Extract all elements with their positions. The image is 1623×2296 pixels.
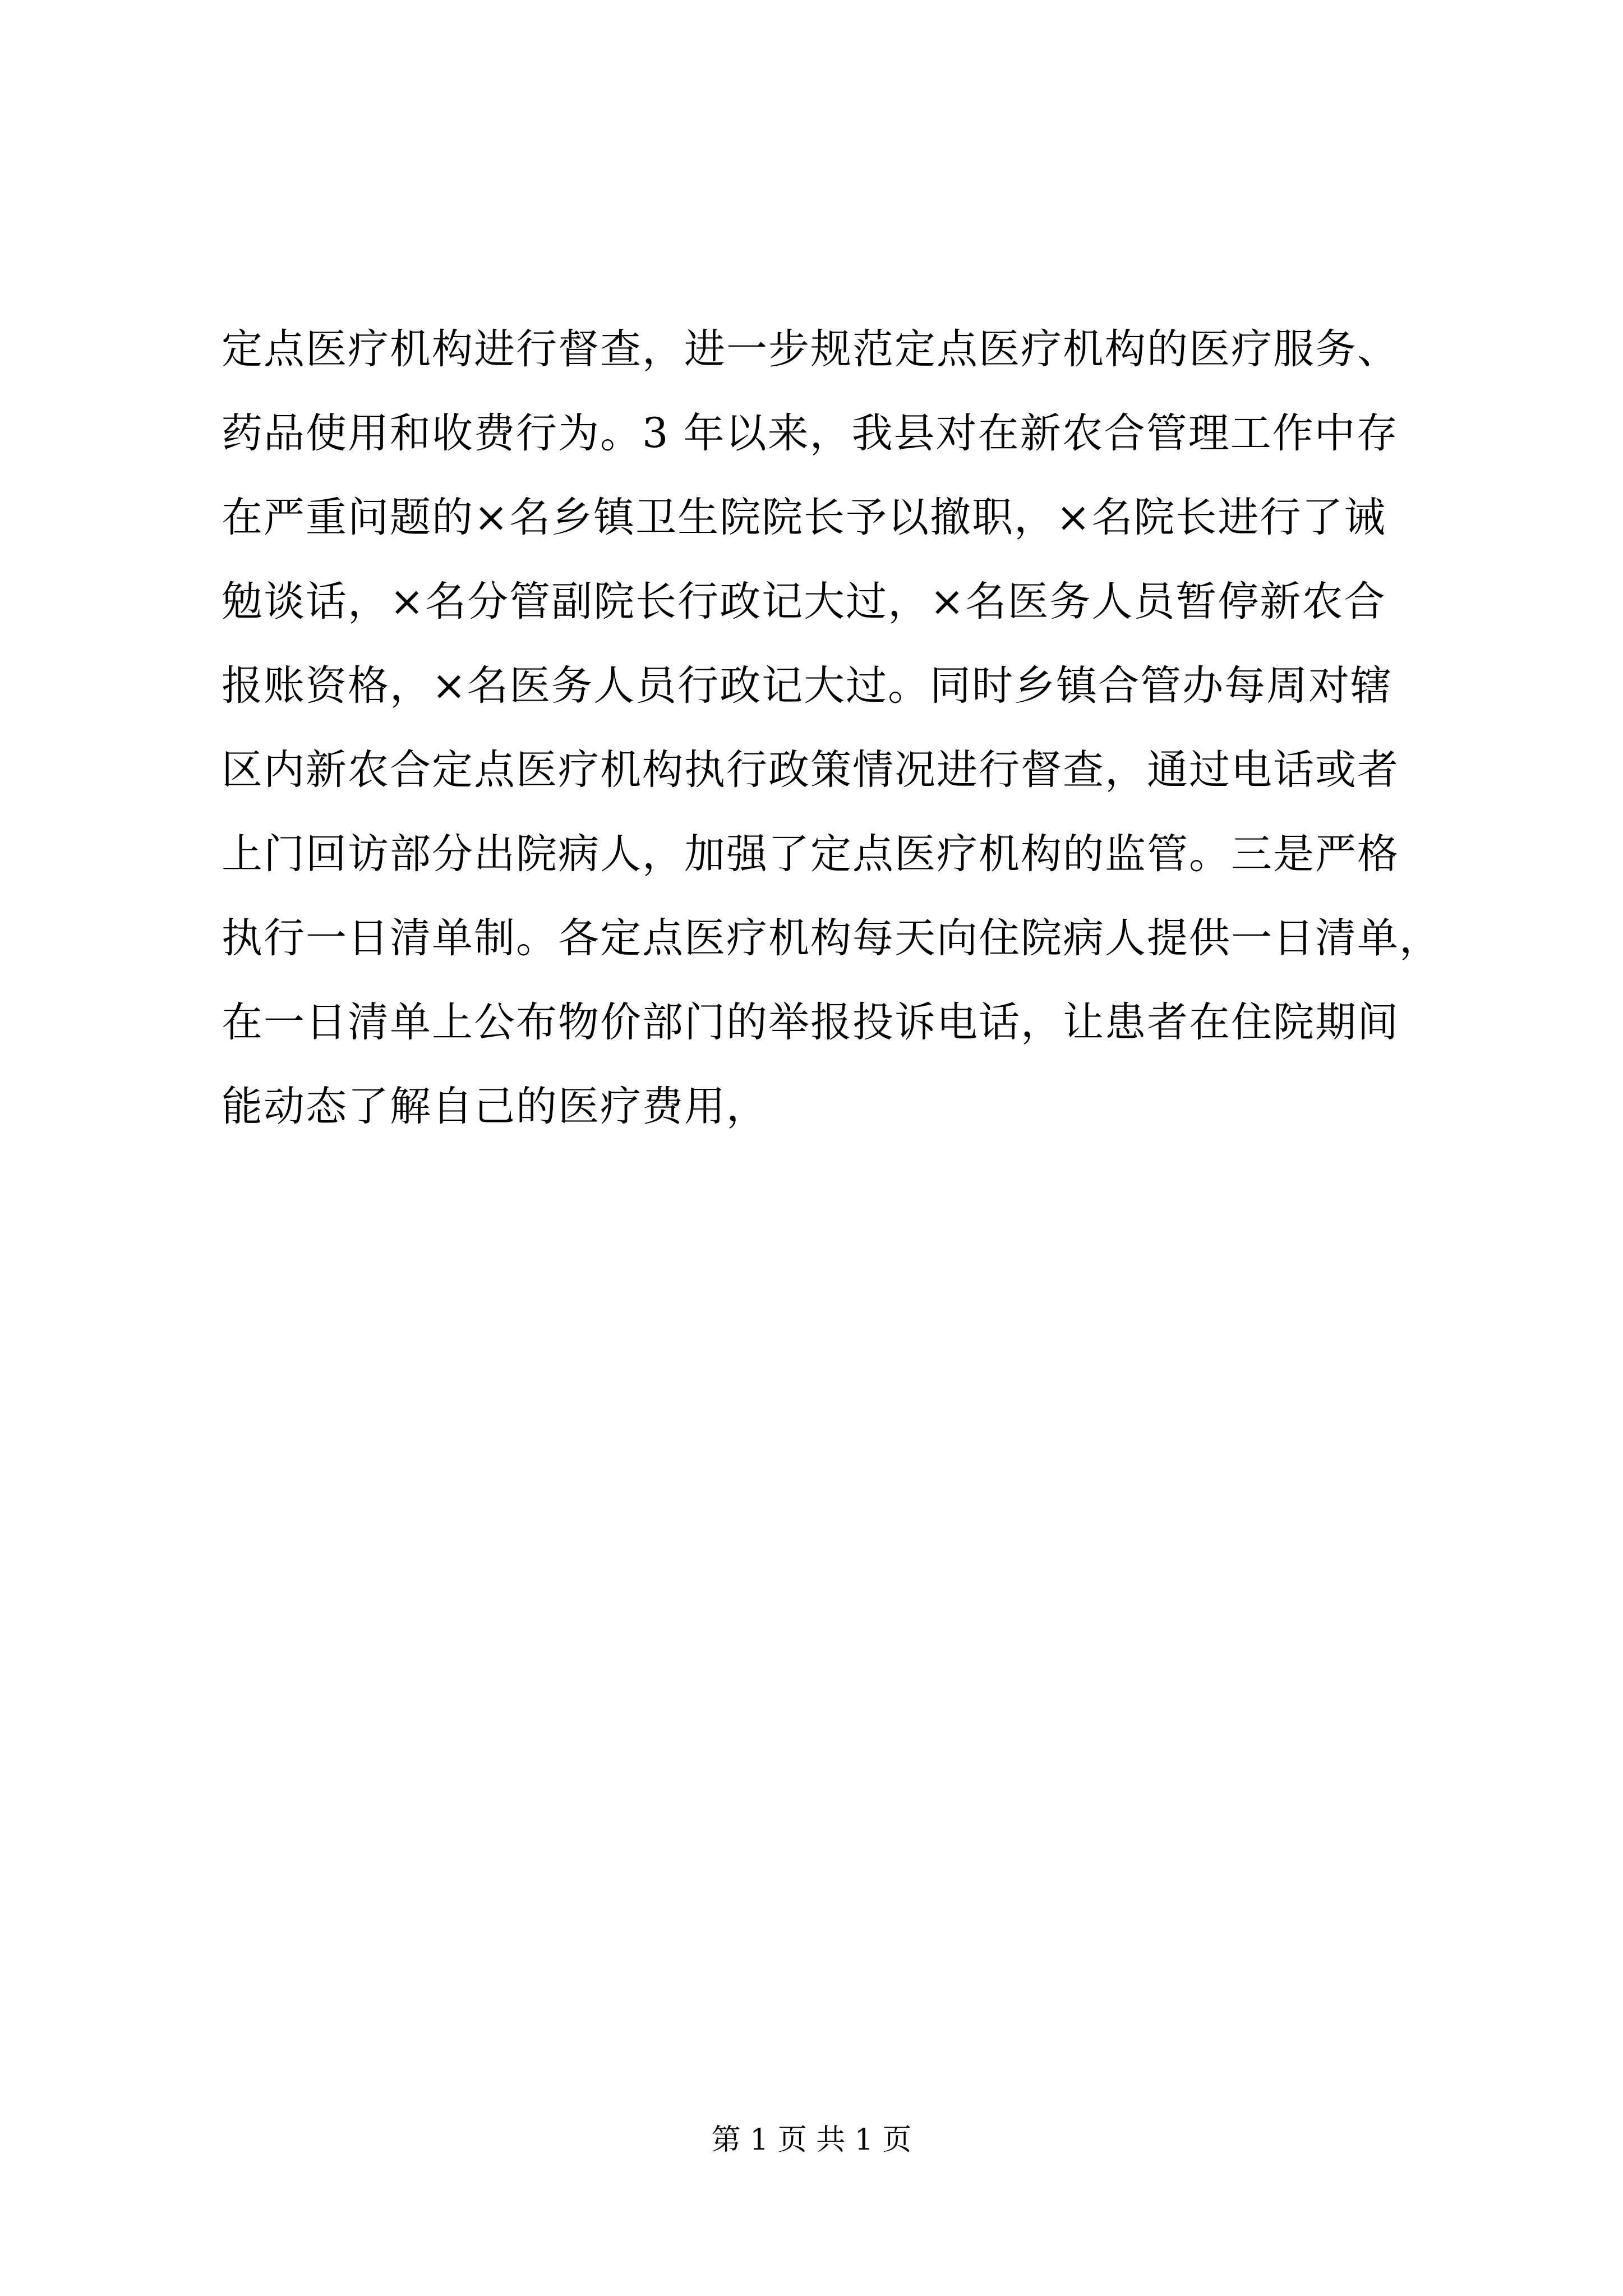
text-line: 定点医疗机构进行督查，进一步规范定点医疗机构的医疗服务、 [222,325,1399,373]
body-paragraph [222,307,1441,1149]
text-line: 上门回访部分出院病人，加强了定点医疗机构的监管。三是严格 [222,830,1399,878]
text-line: 执行一日清单制。各定点医疗机构每天向住院病人提供一日清单， [222,914,1441,962]
text-line: 药品使用和收费行为。3 年以来，我县对在新农合管理工作中存 [222,409,1399,457]
text-line: 勉谈话，×名分管副院长行政记大过，×名医务人员暂停新农合 [222,578,1386,625]
text-line: 在严重问题的×名乡镇卫生院院长予以撤职，×名院长进行了诫 [222,494,1386,541]
text-line: 在一日清单上公布物价部门的举报投诉电话，让患者在住院期间 [222,999,1399,1046]
text-line: 能动态了解自己的医疗费用， [222,1083,768,1130]
text-line: 报账资格，×名医务人员行政记大过。同时乡镇合管办每周对辖 [222,662,1393,710]
text-line: 区内新农合定点医疗机构执行政策情况进行督查，通过电话或者 [222,746,1399,794]
page-number-footer: 第 1 页 共 1 页 [711,2123,912,2157]
